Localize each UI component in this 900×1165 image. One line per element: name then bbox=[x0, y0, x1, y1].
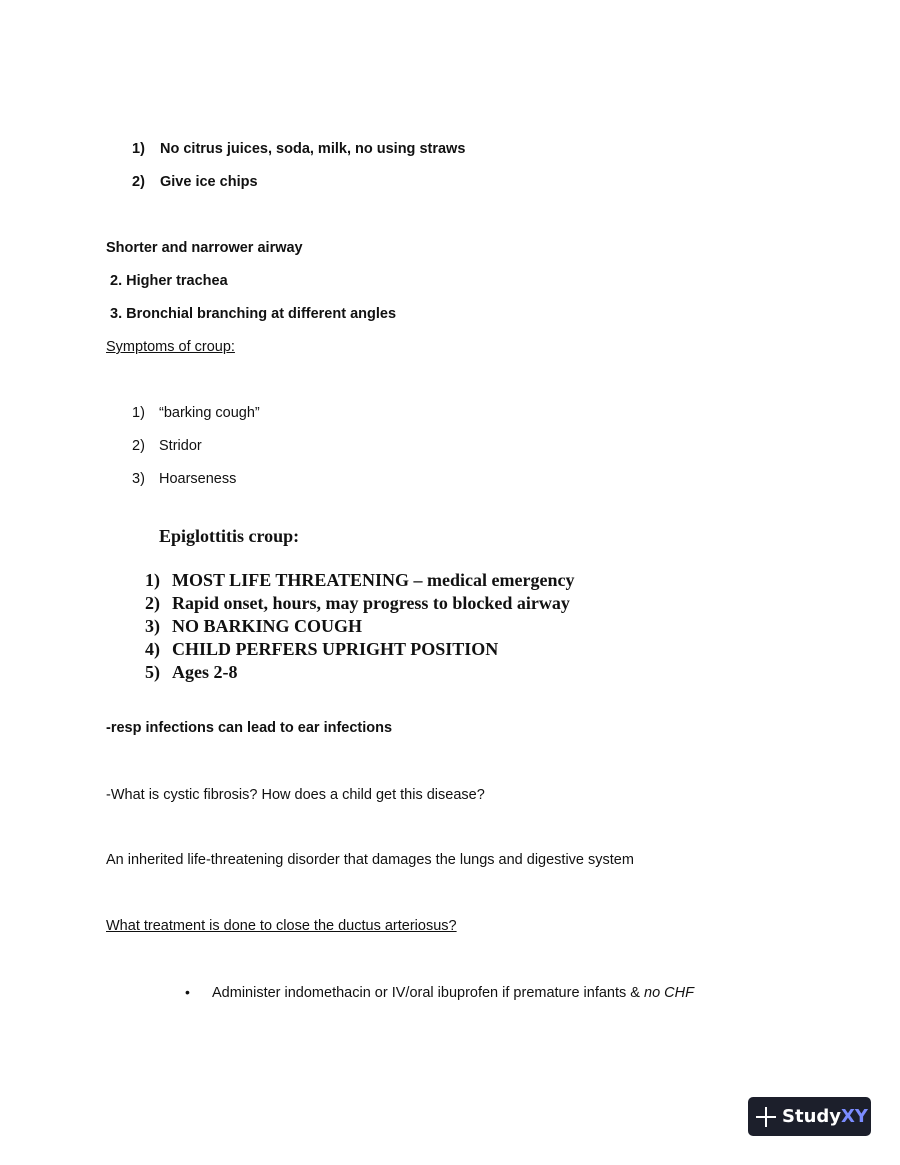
logo-text bbox=[782, 1106, 868, 1127]
list1-item-1: No citrus juices, soda, milk, no using straws bbox=[160, 141, 466, 157]
croup-num-3: 3) bbox=[132, 471, 145, 487]
pda-answer-italic: no CHF bbox=[644, 985, 694, 1001]
epiglottitis-item-2: Rapid onset, hours, may progress to blocked airway bbox=[172, 593, 570, 613]
epiglottitis-num-3: 3) bbox=[145, 616, 160, 636]
pda-answer bbox=[212, 984, 694, 1002]
croup-num-1: 1) bbox=[132, 405, 145, 421]
cf-answer: An inherited life-threatening disorder that damages the lungs and digestive system bbox=[106, 852, 634, 868]
plus-icon bbox=[756, 1107, 776, 1127]
epiglottitis-num-1: 1) bbox=[145, 570, 160, 590]
list1-num-1: 1) bbox=[132, 141, 145, 157]
croup-item-1: “barking cough” bbox=[159, 405, 260, 421]
cf-question: -What is cystic fibrosis? How does a child get this disease? bbox=[106, 787, 485, 803]
epiglottitis-num-4: 4) bbox=[145, 639, 160, 659]
epiglottitis-num-2: 2) bbox=[145, 593, 160, 613]
bullet-icon: • bbox=[185, 984, 190, 1000]
logo-text-accent: XY bbox=[841, 1106, 868, 1127]
studyxy-logo bbox=[748, 1097, 871, 1136]
epiglottitis-heading: Epiglottitis croup: bbox=[159, 526, 300, 546]
list1-item-2: Give ice chips bbox=[160, 174, 258, 190]
list1-num-2: 2) bbox=[132, 174, 145, 190]
logo-text-main: Study bbox=[782, 1106, 842, 1127]
croup-num-2: 2) bbox=[132, 438, 145, 454]
airway-line-1: Shorter and narrower airway bbox=[106, 240, 303, 256]
epiglottitis-item-5: Ages 2-8 bbox=[172, 662, 238, 682]
croup-item-2: Stridor bbox=[159, 438, 202, 454]
airway-line-3: 3. Bronchial branching at different angles bbox=[110, 306, 397, 322]
pda-question: What treatment is done to close the ductus arteriosus? bbox=[106, 918, 457, 934]
epiglottitis-item-4: CHILD PERFERS UPRIGHT POSITION bbox=[172, 639, 499, 659]
airway-line-2: 2. Higher trachea bbox=[110, 273, 228, 289]
epiglottitis-item-3: NO BARKING COUGH bbox=[172, 616, 363, 636]
epiglottitis-num-5: 5) bbox=[145, 662, 160, 682]
pda-answer-text: Administer indomethacin or IV/oral ibuprofen if premature infants & bbox=[212, 985, 644, 1001]
croup-heading: Symptoms of croup: bbox=[106, 339, 235, 355]
resp-note: -resp infections can lead to ear infections bbox=[106, 720, 393, 736]
croup-item-3: Hoarseness bbox=[159, 471, 237, 487]
epiglottitis-item-1: MOST LIFE THREATENING – medical emergency bbox=[172, 570, 575, 590]
